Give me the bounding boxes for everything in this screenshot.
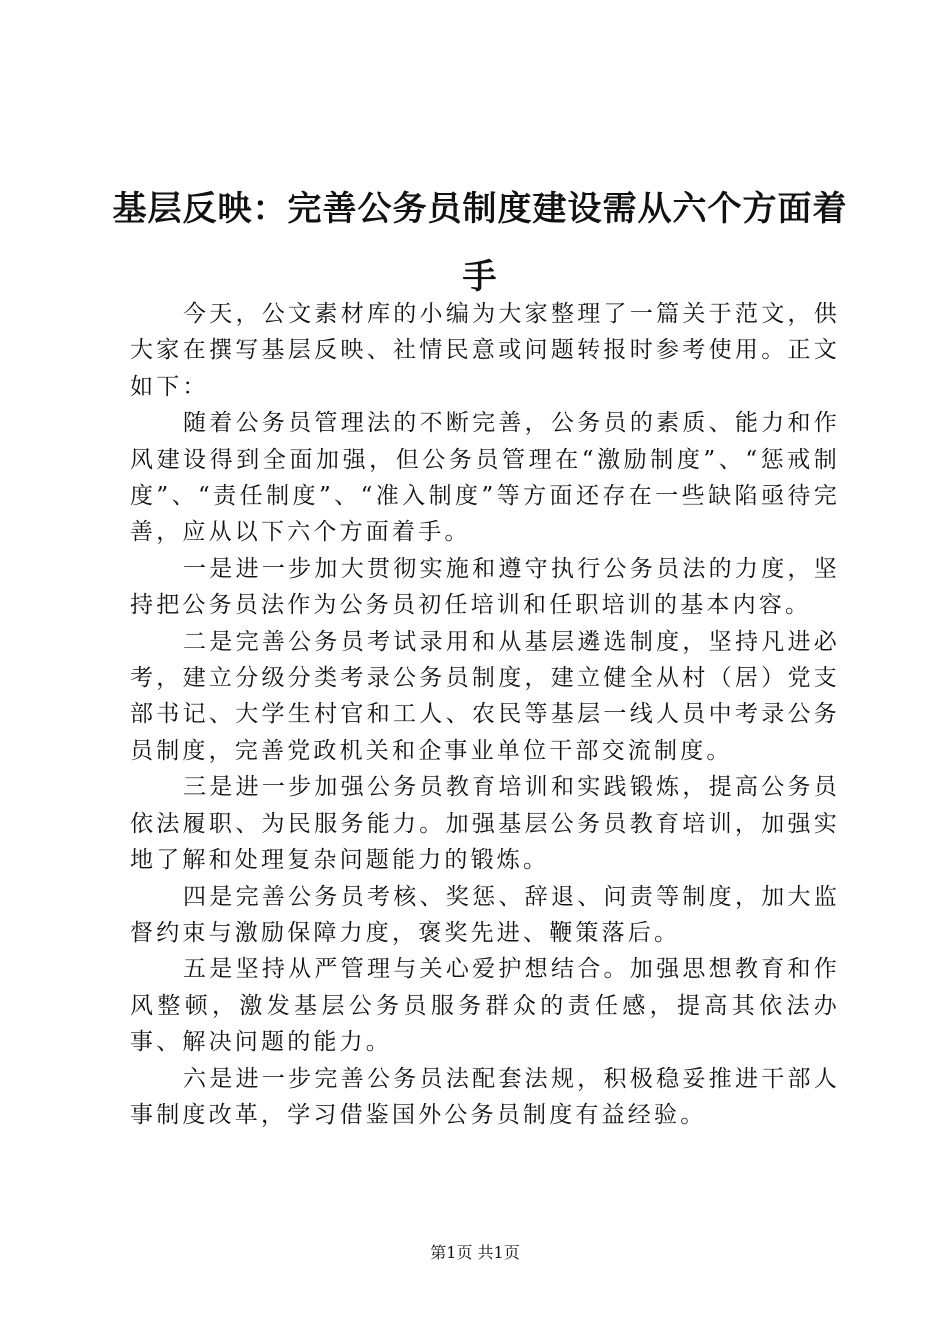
paragraph-point-6: 六是进一步完善公务员法配套法规，积极稳妥推进干部人事制度改革，学习借鉴国外公务员制度有益经验。 — [130, 1065, 840, 1128]
document-body — [130, 296, 840, 1133]
paragraph-intro: 今天，公文素材库的小编为大家整理了一篇关于范文，供大家在撰写基层反映、社情民意或问题转报时参考使用。正文如下： — [130, 301, 840, 400]
paragraph-point-2: 二是完善公务员考试录用和从基层遴选制度，坚持凡进必考，建立分级分类考录公务员制度，建立健全从村（居）党支部书记、大学生村官和工人、农民等基层一线人员中考录公务员制度，完善党政机关和企事业单位干部交流制度。 — [130, 628, 840, 764]
paragraph-point-4: 四是完善公务员考核、奖惩、辞退、问责等制度，加大监督约束与激励保障力度，褒奖先进、鞭策落后。 — [130, 883, 840, 946]
paragraph-background: 随着公务员管理法的不断完善，公务员的素质、能力和作风建设得到全面加强，但公务员管理在“激励制度”、“惩戒制度”、“责任制度”、“准入制度”等方面还存在一些缺陷亟待完善，应从以下六个方面着手。 — [130, 410, 840, 546]
document-title: 基层反映：完善公务员制度建设需从六个方面着手 — [112, 189, 848, 297]
paragraph-point-3: 三是进一步加强公务员教育培训和实践锻炼，提高公务员依法履职、为民服务能力。加强基层公务员教育培训，加强实地了解和处理复杂问题能力的锻炼。 — [130, 774, 840, 874]
paragraph-point-5: 五是坚持从严管理与关心爱护想结合。加强思想教育和作风整顿，激发基层公务员服务群众的责任感，提高其依法办事、解决问题的能力。 — [130, 956, 840, 1056]
paragraph-point-1: 一是进一步加大贯彻实施和遵守执行公务员法的力度，坚持把公务员法作为公务员初任培训和任职培训的基本内容。 — [130, 555, 840, 619]
page-footer: 第1页 共1页 — [430, 1243, 520, 1262]
